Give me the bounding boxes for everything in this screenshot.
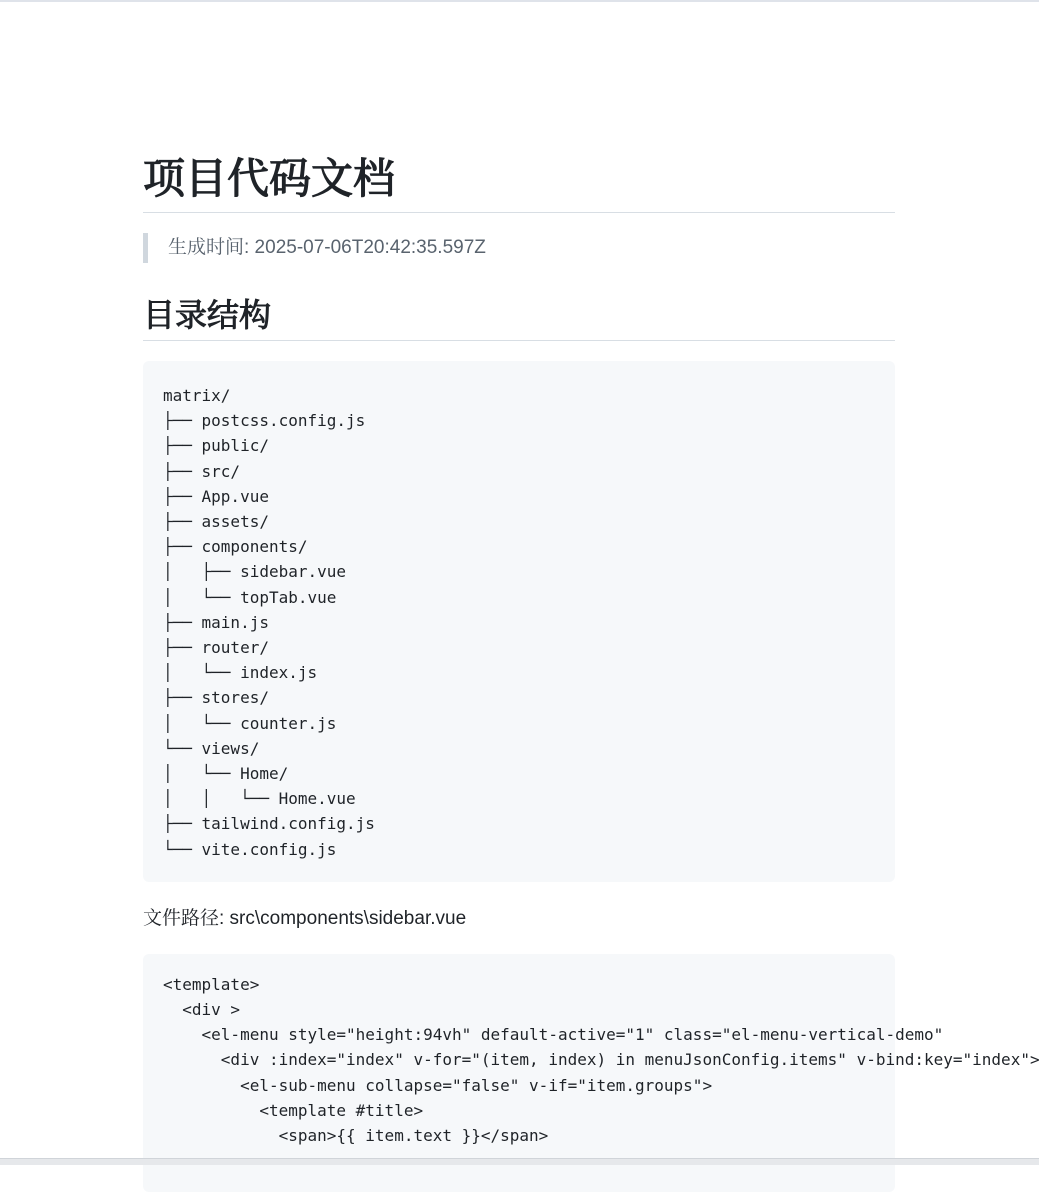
horizontal-scrollbar[interactable] xyxy=(0,1158,1039,1165)
generated-time-note xyxy=(143,233,895,263)
generated-time-text: 生成时间: 2025-07-06T20:42:35.597Z xyxy=(168,237,486,258)
window-top-edge xyxy=(0,0,1039,2)
section-heading-directory: 目录结构 xyxy=(143,293,895,341)
code-block-sidebar-vue: <template> <div > <el-menu style="height:94vh" default-active="1" class="el-menu-vertical-demo" <div :index="index" v-for="(item, index) in menuJsonConfig.items" v-bind:key="index"> <el-sub-menu collapse="false" v-if="item.groups"> <template #title> <span>{{ item.text }}</span> xyxy=(143,954,895,1192)
document-body xyxy=(143,150,1040,1192)
file-path-label: 文件路径: src\components\sidebar.vue xyxy=(143,907,467,929)
page-title: 项目代码文档 xyxy=(143,150,895,213)
directory-tree-block: matrix/ ├── postcss.config.js ├── public/ ├── src/ ├── App.vue ├── assets/ ├── components/ │ ├── sidebar.vue │ └── topTab.vue ├── main.js ├── router/ │ └── index.js ├── stores/ │ └── counter.js └── views/ │ └── Home/ │ │ └── Home.vue ├── tailwind.config.js └── vite.config.js xyxy=(143,361,895,882)
